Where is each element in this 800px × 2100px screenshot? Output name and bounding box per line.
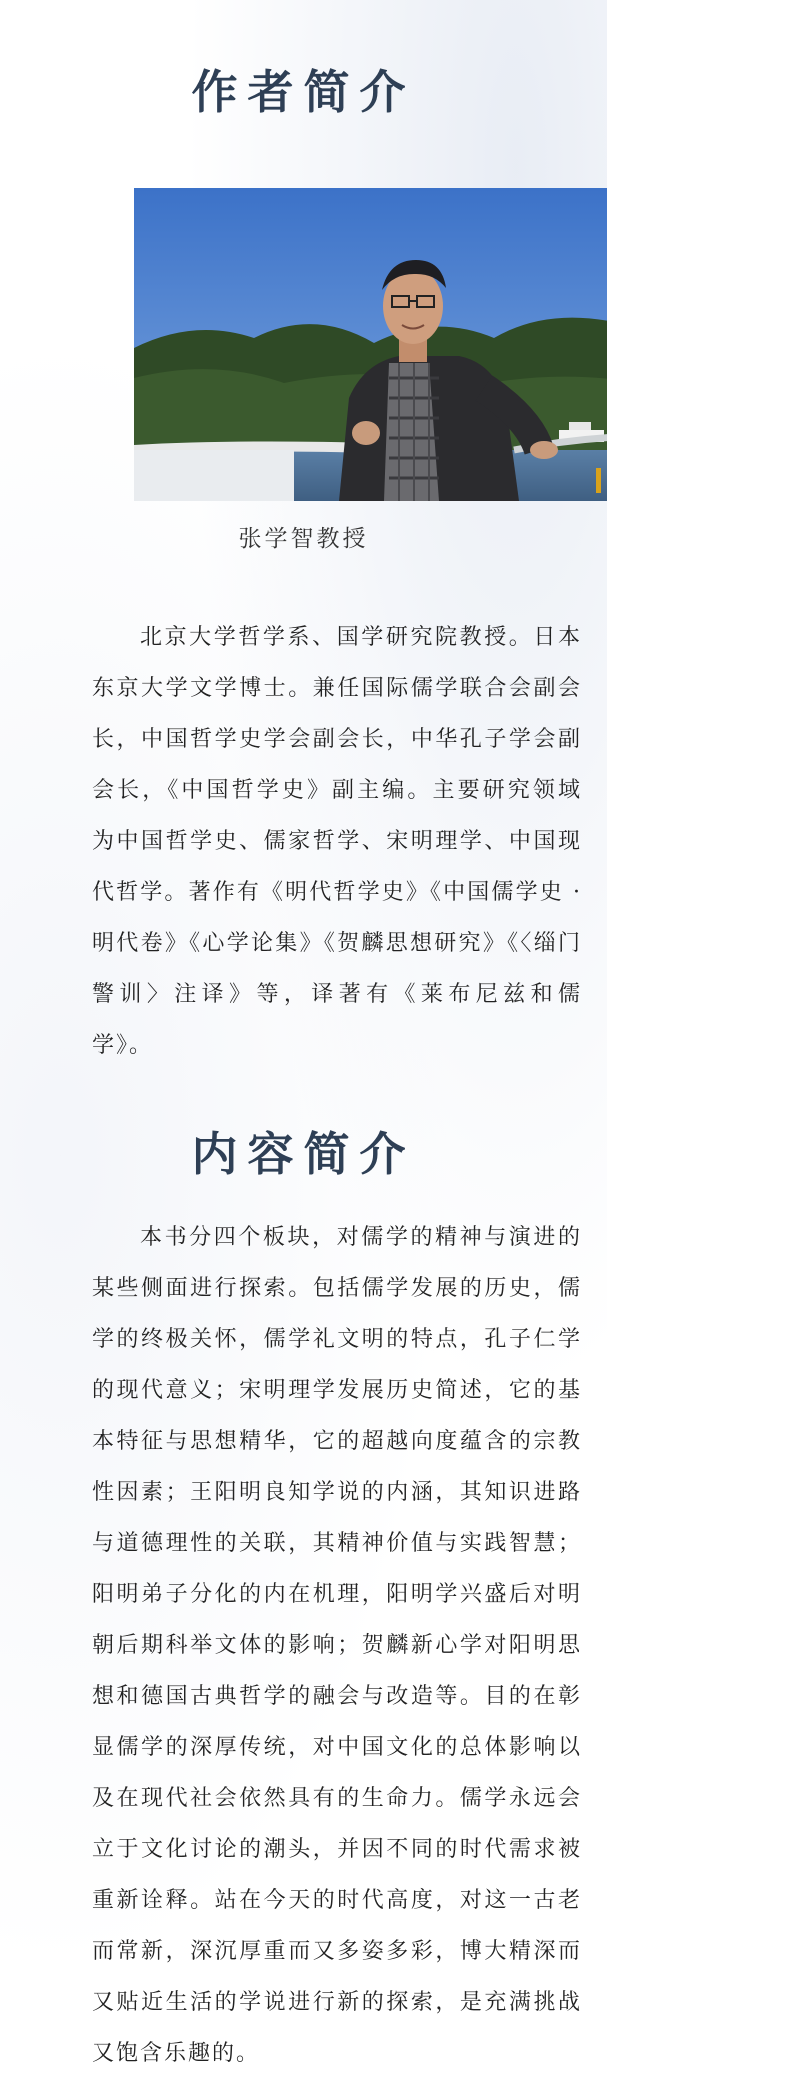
book-summary: 本书分四个板块，对儒学的精神与演进的某些侧面进行探索。包括儒学发展的历史，儒学的终极关怀，儒学礼文明的特点，孔子仁学的现代意义；宋明理学发展历史简述，它的基本特征与思想精华，它的超越向度蕴含的宗教性因素；王阳明良知学说的内涵，其知识进路与道德理性的关联，其精神价值与实践智慧；阳明弟子分化的内在机理，阳明学兴盛后对明朝后期科举文体的影响；贺麟新心学对阳明思想和德国古典哲学的融会与改造等。目的在彰显儒学的深厚传统，对中国文化的总体影响以及在现代社会依然具有的生命力。儒学永远会立于文化讨论的潮头，并因不同的时代需求被重新诠释。站在今天的时代高度，对这一古老而常新，深沉厚重而又多姿多彩，博大精深而又贴近生活的学说进行新的探索，是充满挑战又饱含乐趣的。 [92, 1225, 582, 2066]
author-photo [134, 188, 607, 501]
photo-caption: 张学智教授 [238, 526, 369, 552]
author-section-title: 作者简介 [191, 65, 416, 119]
author-bio: 北京大学哲学系、国学研究院教授。日本东京大学文学博士。兼任国际儒学联合会副会长，中国哲学史学会副会长，中华孔子学会副会长，《中国哲学史》副主编。主要研究领域为中国哲学史、儒家哲学、宋明理学、中国现代哲学。著作有《明代哲学史》《中国儒学史 · 明代卷》《心学论集》《贺麟思想研究》《〈缁门警训〉注译》等，译著有《莱布尼兹和儒学》。 [92, 625, 582, 1058]
content-section-title: 内容简介 [191, 1127, 416, 1181]
